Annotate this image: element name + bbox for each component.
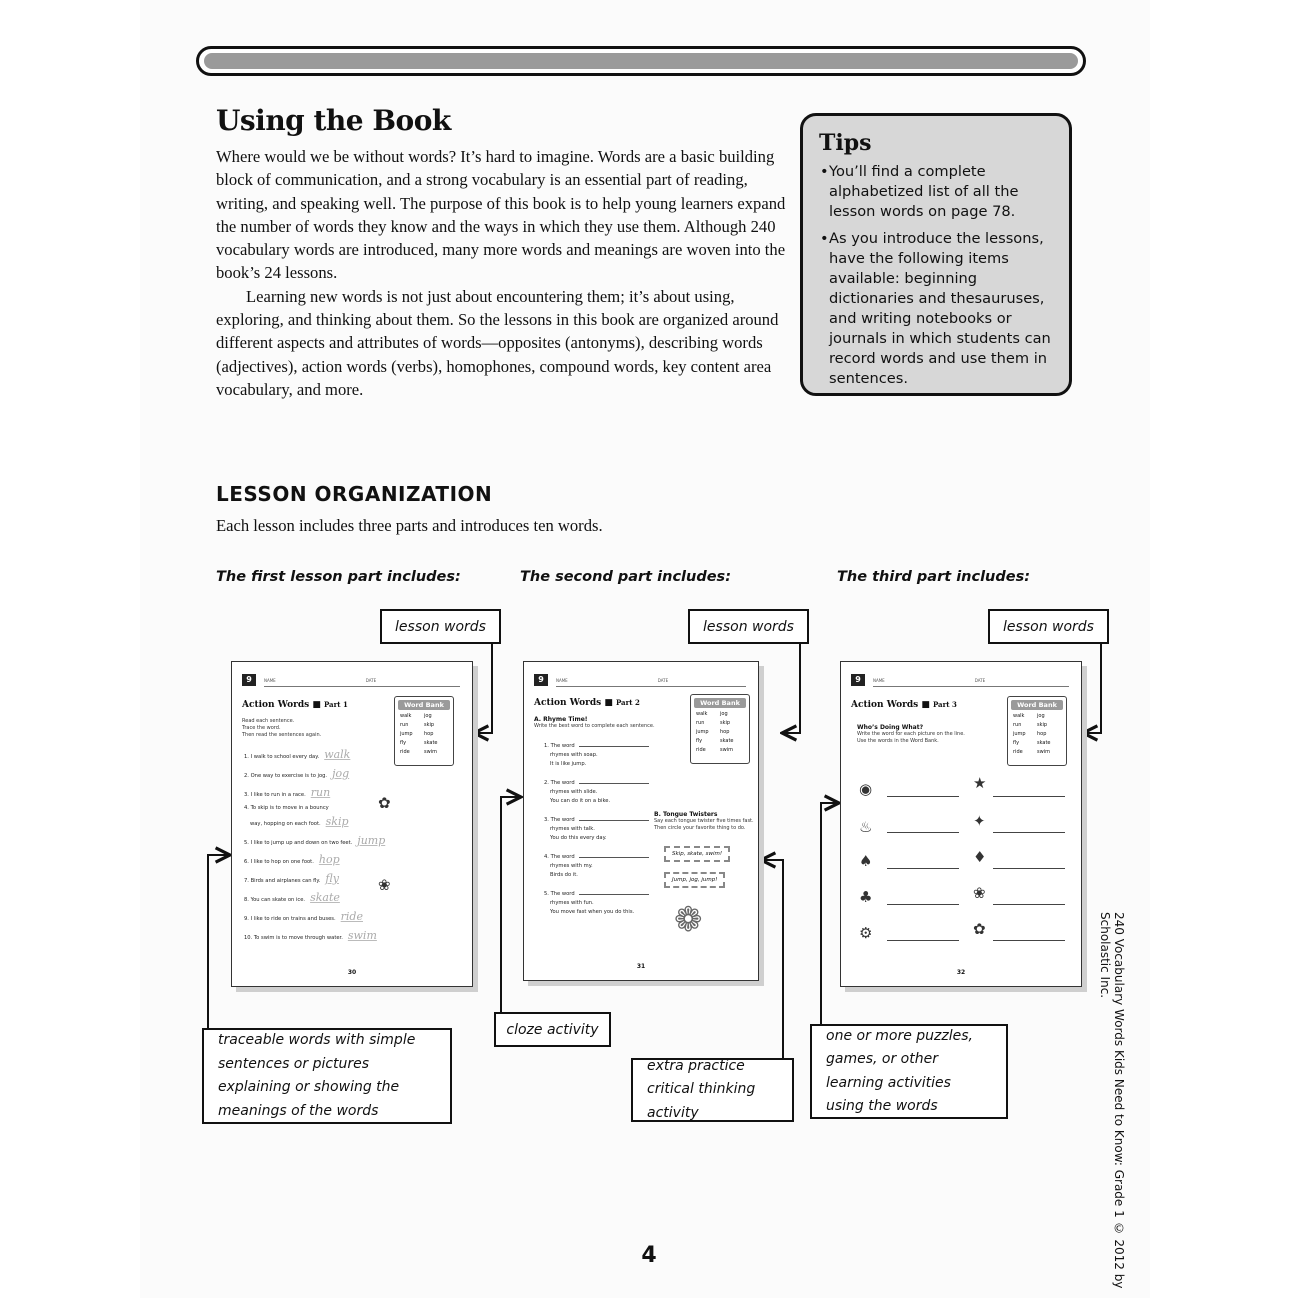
word-bank-word: skate <box>424 740 438 746</box>
arrow-traceable <box>208 855 230 1028</box>
word-bank-word: ride <box>400 749 410 755</box>
label-puzzles-games: one or more puzzles, games, or other learning activities using the words <box>810 1024 1008 1119</box>
cloze-item: 3. The word rhymes with talk. You do this every day. <box>544 816 649 843</box>
word-bank-word: walk <box>400 713 412 719</box>
word-bank-word: run <box>400 722 409 728</box>
label-lesson-words: lesson words <box>380 609 501 644</box>
word-bank: Word Bank walk jog run skip jump hop fly skate ride swim <box>690 694 750 764</box>
trace-item: 9. I like to ride on trains and buses. ride <box>244 910 363 923</box>
lesson-part1-thumbnail: 9 NAME DATE Action Words ■ Part 1 Word Bank walk jog run skip jump hop fly skate ride swim Read each sentence. Trace the word. Then read the sentences again. 1. I walk to school every day. walk 2. One way to exercise is to jog. jog 3. I like to run in a race. run 4. To skip is to move in a bouncy way, hopping on each foot. skip 5. I like to jump up and down on two feet. jump 6. I like to hop on one foot. hop 7. Birds and airplanes can fly. fly 8. You can skate on ice. skate 9. I like to ride on trains and buses. ride 10. To swim is to move through water. swim ✿ ❀ 30 <box>231 661 473 987</box>
thumb-title: Action Words ■ Part 1 <box>242 700 348 710</box>
column-heading-third: The third part includes: <box>837 569 1031 585</box>
trace-word: swim <box>347 929 377 942</box>
arrow-lesson-words-3 <box>1083 643 1101 733</box>
tongue-twister-1: Skip, skate, swim! <box>664 846 730 862</box>
trace-item: 6. I like to hop on one foot. hop <box>244 853 340 866</box>
train-illustration: ⚙ <box>859 924 873 942</box>
cloze-item: 2. The word rhymes with slide. You can do it on a bike. <box>544 779 649 806</box>
word-bank-word: skate <box>1037 740 1051 746</box>
trace-item: 3. I like to run in a race. run <box>244 786 331 799</box>
label-traceable-words: traceable words with simple sentences or pictures explaining or showing the meanings of the words <box>202 1028 452 1124</box>
word-bank: Word Bank walk jog run skip jump hop fly skate ride swim <box>1007 696 1067 766</box>
word-bank-word: jog <box>1037 713 1045 719</box>
skipping-kid-illustration: ✿ <box>378 794 391 812</box>
word-bank-word: skip <box>720 720 731 726</box>
word-bank-word: jog <box>720 711 728 717</box>
trace-item: 2. One way to exercise is to jog. jog <box>244 767 350 780</box>
page-number: 4 <box>641 1243 657 1268</box>
word-bank-word: ride <box>696 747 706 753</box>
arrow-extra <box>761 860 783 1058</box>
trace-item: 8. You can skate on ice. skate <box>244 891 340 904</box>
word-bank-grid <box>1008 713 1066 755</box>
trace-word: jump <box>357 834 386 847</box>
word-bank-word: swim <box>720 747 733 753</box>
word-bank-word: run <box>1013 722 1022 728</box>
word-bank-word: swim <box>424 749 437 755</box>
word-bank-word: swim <box>1037 749 1050 755</box>
word-bank-grid <box>691 711 749 753</box>
cloze-item: 4. The word rhymes with my. Birds do it. <box>544 853 649 880</box>
label-lesson-words: lesson words <box>688 609 809 644</box>
trace-item: 5. I like to jump up and down on two feet. jump <box>244 834 386 847</box>
frog-illustration: ❁ <box>674 900 703 940</box>
tip-item: • You’ll find a complete alphabetized list of all the lesson words on page 78. <box>819 162 1055 222</box>
word-bank-word: jump <box>696 729 709 735</box>
walk-illustration: ♣ <box>859 888 873 906</box>
word-bank-word: skip <box>424 722 435 728</box>
word-bank-word: hop <box>1037 731 1047 737</box>
section-title: LESSON ORGANIZATION <box>216 482 493 506</box>
arrow-cloze <box>501 797 521 1013</box>
intro-paragraph-2: Learning new words is not just about encountering them; it’s about using, exploring, and thinking about them. So the lessons in this book are organized around different aspects and attributes of words—opposites (antonyms), describing words (adjectives), action words (verbs), homophones, compound words, key content area vocabulary, and more. <box>216 286 779 399</box>
label-cloze-activity: cloze activity <box>494 1012 611 1047</box>
trace-item: 7. Birds and airplanes can fly. fly <box>244 872 339 885</box>
thumb-instructions: Read each sentence. Trace the word. Then read the sentences again. <box>242 718 322 738</box>
lesson-number-badge: 9 <box>242 674 256 686</box>
run-illustration: ♠ <box>859 852 873 870</box>
word-bank-word: skip <box>1037 722 1048 728</box>
label-lesson-words: lesson words <box>988 609 1109 644</box>
word-bank-word: jog <box>424 713 432 719</box>
fly-illustration: ✦ <box>973 812 986 830</box>
column-heading-first: The first lesson part includes: <box>216 569 461 585</box>
trace-word: hop <box>318 853 340 866</box>
arrow-lesson-words-2 <box>782 643 800 733</box>
arrow-puzzles <box>821 803 839 1025</box>
skate-illustration: ✿ <box>973 920 986 938</box>
word-bank-grid <box>395 713 453 755</box>
page-title: Using the Book <box>216 104 451 137</box>
swim-illustration: ♨ <box>859 818 873 836</box>
word-bank-word: jump <box>400 731 413 737</box>
lesson-part2-thumbnail: 9 NAME DATE Action Words ■ Part 2 Word Bank walk jog run skip jump hop fly skate ride swim A. Rhyme Time! Write the best word to complete each sentence. 1. The word rhymes with soap. It is like jump. 2. The word rhymes with slide. You can do it on a bike. 3. The word rhymes with talk. You do this every day. 4. The word rhymes with my. Birds do it. 5. The word rhymes with fun. You move fast when you do this. B. Tongue Twisters Say each tongue twister five times fast. Then circle your favorite thing to do. Skip, skate, swim! Jump, jog, jump! ❁ 31 <box>523 661 759 981</box>
trace-item: 1. I walk to school every day. walk <box>244 748 351 761</box>
word-bank-word: hop <box>720 729 730 735</box>
trace-word: skip <box>325 815 349 828</box>
trace-word: skate <box>310 891 340 904</box>
word-bank: Word Bank walk jog run skip jump hop fly skate ride swim <box>394 696 454 766</box>
intro-paragraph-1: Where would we be without words? It’s hard to imagine. Words are a basic building block of communication, and a strong vocabulary is an essential part of reading, writing, and speaking well. The purpose of this book is to help young learners expand the number of words they know and the ways in which they use them. Although 240 vocabulary words are introduced, many more words and meanings are woven into the book’s 24 lessons. <box>216 147 786 283</box>
trace-item: way, hopping on each foot. skip <box>250 815 349 828</box>
word-bank-word: skate <box>720 738 734 744</box>
lesson-part3-thumbnail: 9 NAME DATE Action Words ■ Part 3 Word Bank walk jog run skip jump hop fly skate ride swim Who’s Doing What? Write the word for each picture on the line. Use the words in the Word Bank. ◉ ♨ ♠ ♣ ⚙ ★ ✦ ♦ ❀ ✿ 32 <box>840 661 1082 987</box>
skip-illustration: ❀ <box>973 884 986 902</box>
bike-illustration: ◉ <box>859 780 873 798</box>
jump-illustration: ★ <box>973 774 987 792</box>
word-bank-word: walk <box>696 711 708 717</box>
trace-item: 4. To skip is to move in a bouncy <box>244 805 329 811</box>
tips-title: Tips <box>819 130 872 156</box>
column-heading-second: The second part includes: <box>520 569 731 585</box>
cloze-item: 1. The word rhymes with soap. It is like jump. <box>544 742 649 769</box>
copyright-line: 240 Vocabulary Words Kids Need to Know: Grade 1 © 2012 by Scholastic Inc. <box>1098 912 1126 1289</box>
section-subtitle: Each lesson includes three parts and introduces ten words. <box>216 516 603 535</box>
trace-word: walk <box>324 748 351 761</box>
trace-item: 10. To swim is to move through water. swim <box>244 929 377 942</box>
hop-illustration: ♦ <box>973 848 987 866</box>
cloze-item: 5. The word rhymes with fun. You move fast when you do this. <box>544 890 649 917</box>
trace-word: ride <box>340 910 363 923</box>
word-bank-word: hop <box>424 731 434 737</box>
word-bank-word: fly <box>696 738 703 744</box>
bird-illustration: ❀ <box>378 876 391 894</box>
thumb-title: Action Words ■ Part 3 <box>851 700 957 710</box>
trace-word: fly <box>325 872 339 885</box>
word-bank-word: jump <box>1013 731 1026 737</box>
trace-word: jog <box>332 767 350 780</box>
word-bank-word: ride <box>1013 749 1023 755</box>
arrow-lesson-words-1 <box>474 643 492 733</box>
tongue-twister-2: Jump, jog, jump! <box>664 872 725 888</box>
thumb-title: Action Words ■ Part 2 <box>534 698 640 708</box>
lesson-number-badge: 9 <box>851 674 865 686</box>
trace-word: run <box>310 786 331 799</box>
label-extra-practice: extra practice critical thinking activity <box>631 1058 794 1122</box>
word-bank-word: fly <box>1013 740 1020 746</box>
word-bank-word: run <box>696 720 705 726</box>
tip-item: • As you introduce the lessons, have the following items available: beginning dictionaries and thesauruses, and writing notebooks or journals in which students can record words and use them in sentences. <box>819 229 1055 389</box>
lesson-number-badge: 9 <box>534 674 548 686</box>
word-bank-word: walk <box>1013 713 1025 719</box>
word-bank-word: fly <box>400 740 407 746</box>
